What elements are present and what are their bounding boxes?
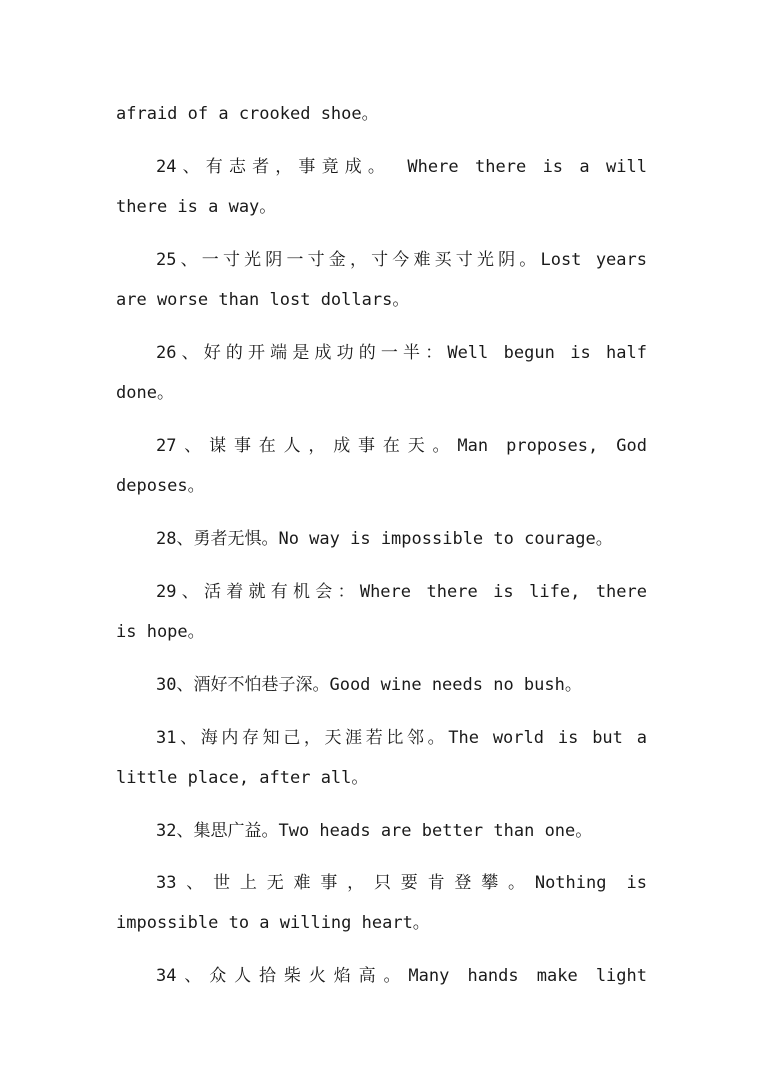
text-line-3: there is a way。 — [116, 197, 277, 217]
text-line-6: 26、好的开端是成功的一半：Well begun is half — [156, 343, 647, 363]
text-line-8: 27、谋事在人，成事在天。Man proposes, God — [156, 436, 647, 456]
text-line-2: 24、有志者，事竟成。 Where there is a will — [156, 157, 647, 177]
text-line-16: 32、集思广益。Two heads are better than one。 — [156, 821, 593, 841]
text-line-15: little place, after all。 — [116, 768, 369, 788]
text-line-17: 33、世上无难事，只要肯登攀。Nothing is — [156, 873, 647, 893]
text-line-9: deposes。 — [116, 476, 205, 496]
text-line-7: done。 — [116, 383, 174, 403]
text-line-11: 29、活着就有机会：Where there is life, there — [156, 582, 647, 602]
text-line-18: impossible to a willing heart。 — [116, 913, 430, 933]
text-line-13: 30、酒好不怕巷子深。Good wine needs no bush。 — [156, 675, 582, 695]
text-line-10: 28、勇者无惧。No way is impossible to courage。 — [156, 529, 613, 549]
text-line-1: afraid of a crooked shoe。 — [116, 104, 379, 124]
text-line-12: is hope。 — [116, 622, 205, 642]
text-line-4: 25、一寸光阴一寸金，寸今难买寸光阴。Lost years — [156, 250, 647, 270]
text-line-14: 31、海内存知己，天涯若比邻。The world is but a — [156, 728, 647, 748]
text-line-5: are worse than lost dollars。 — [116, 290, 410, 310]
text-line-19: 34、众人拾柴火焰高。Many hands make light — [156, 966, 647, 986]
